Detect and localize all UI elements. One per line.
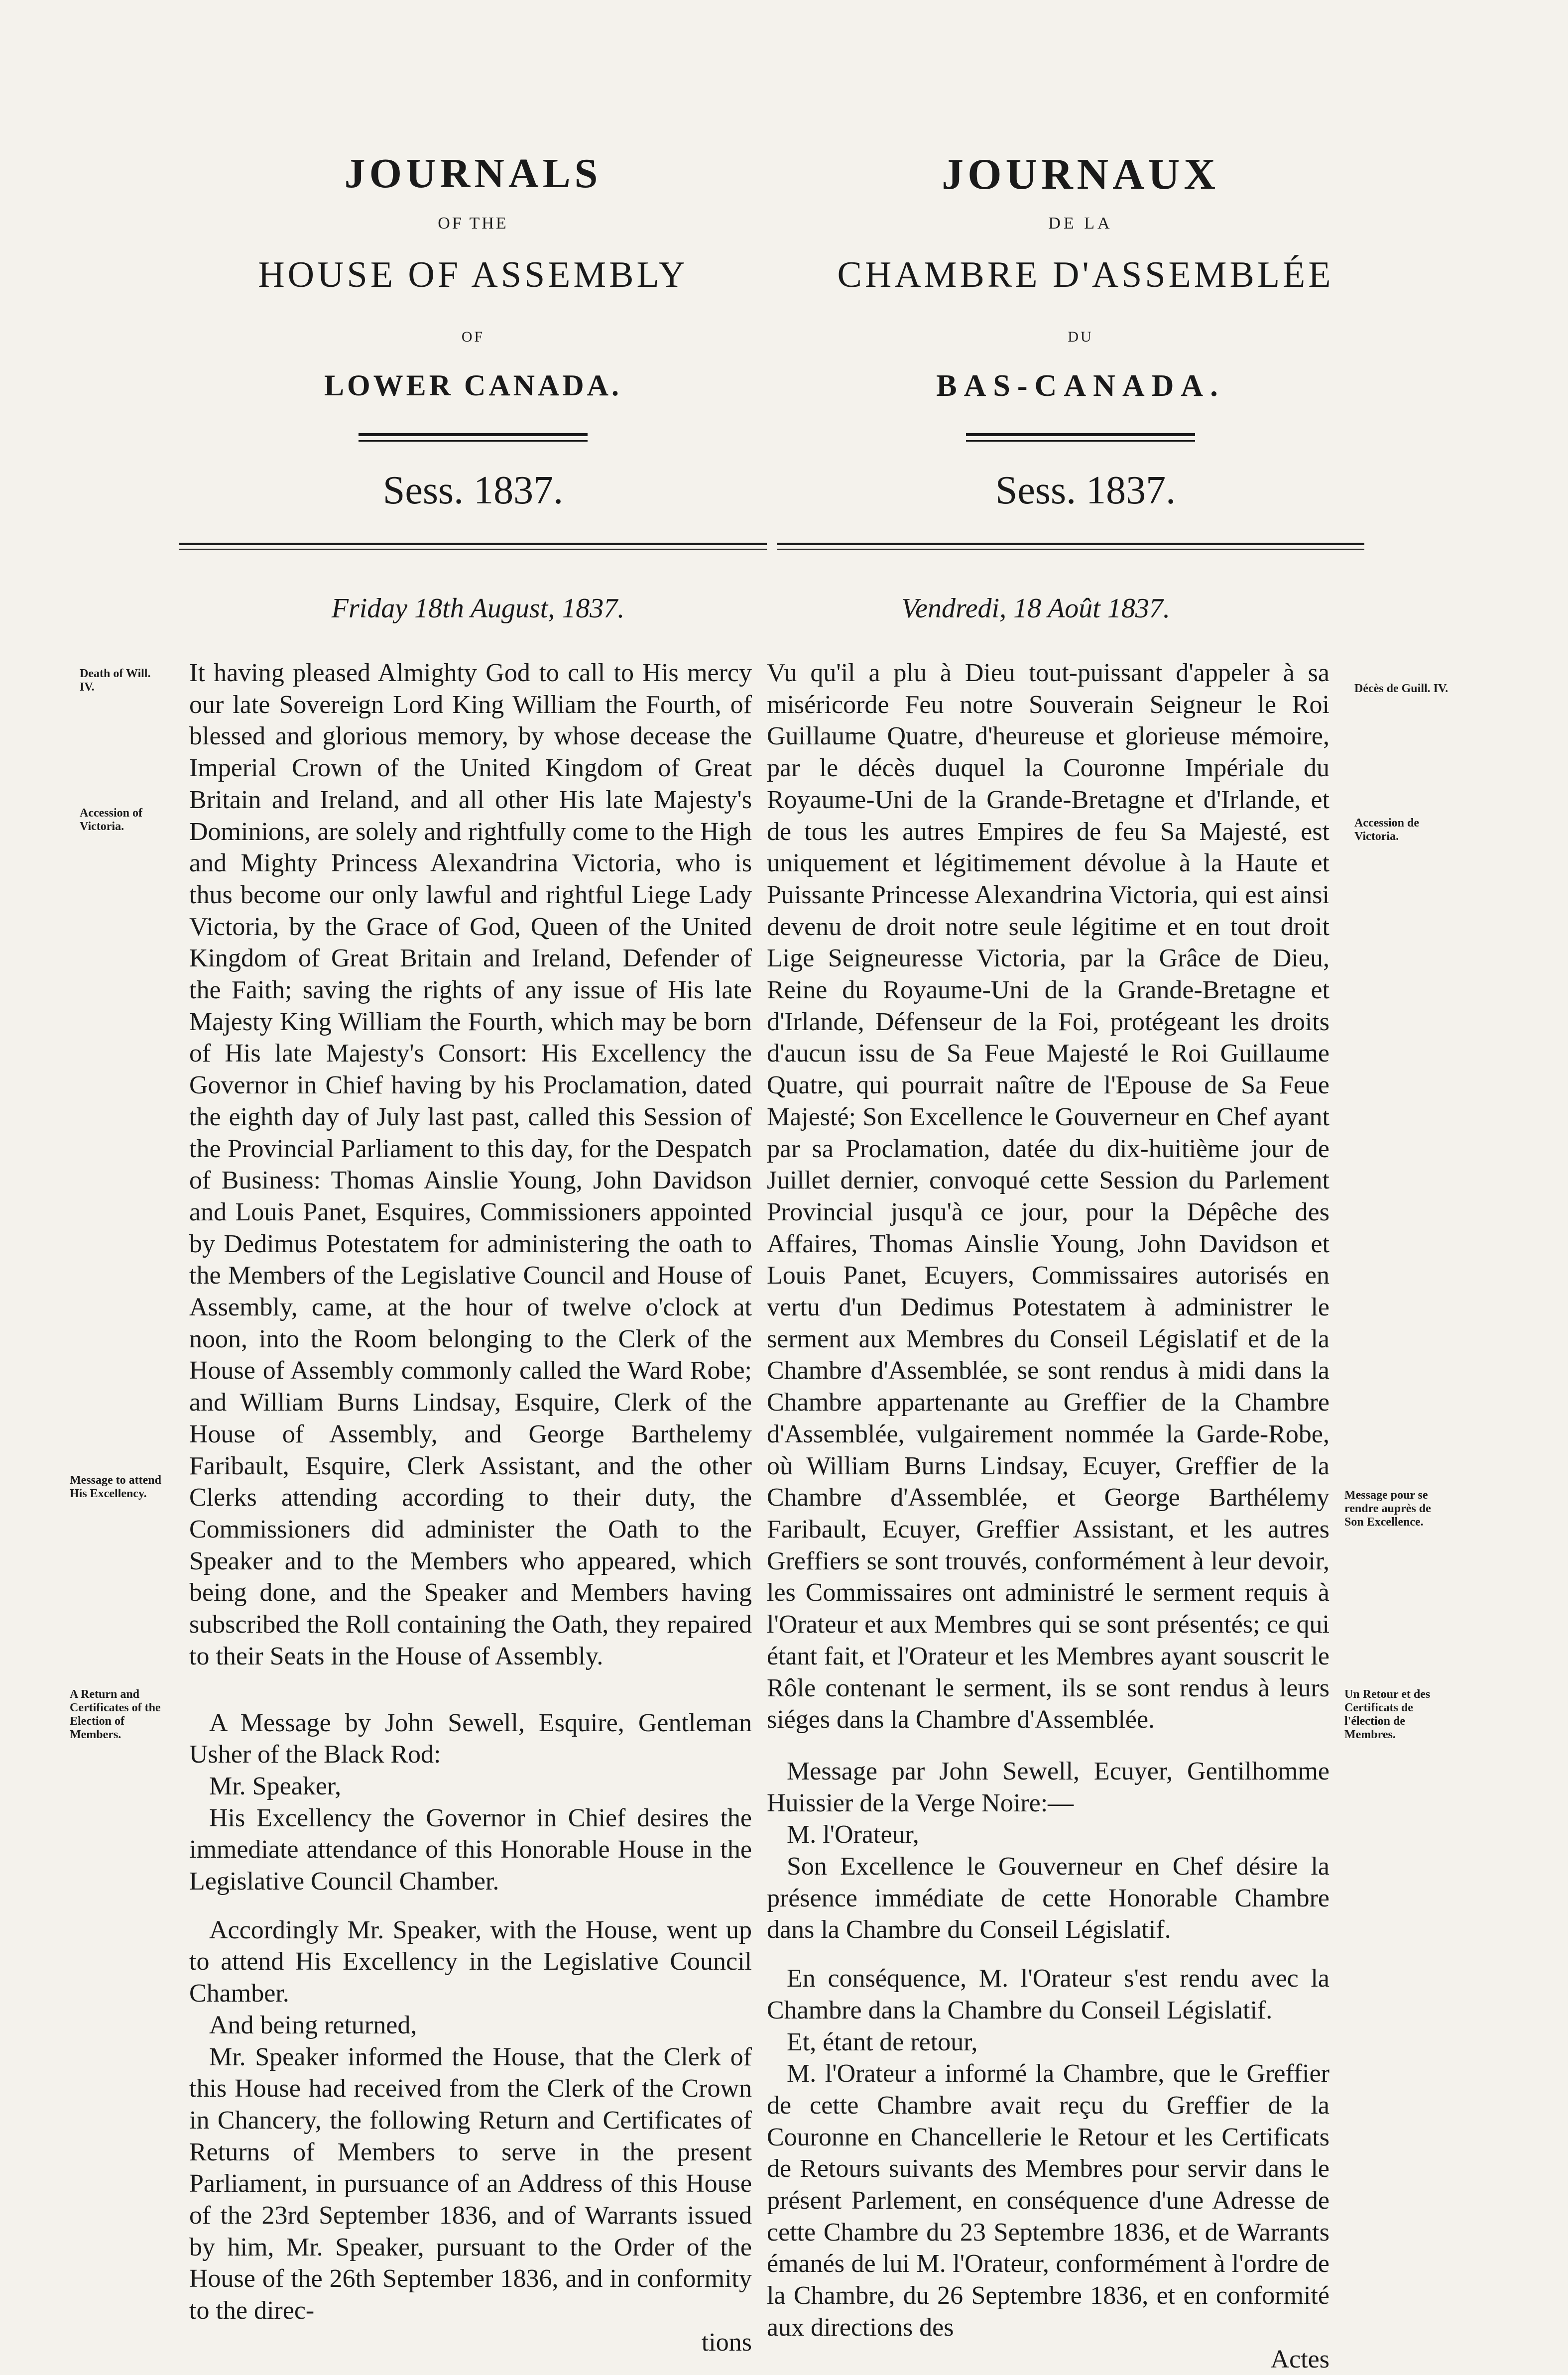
left-paragraph-address: Mr. Speaker,: [209, 1772, 342, 1800]
right-of: DU: [1068, 329, 1093, 345]
left-catchword: tions: [701, 2328, 752, 2357]
right-of-the: DE LA: [1048, 214, 1113, 233]
right-column-body: [767, 657, 1329, 2375]
left-rule-1: [359, 433, 588, 436]
left-paragraph-returned: And being returned,: [209, 2011, 417, 2039]
right-note-death: Décès de Guill. IV.: [1354, 682, 1448, 695]
right-paragraph-returned: Et, étant de retour,: [787, 2027, 978, 2056]
left-of: OF: [461, 329, 485, 345]
header-divider-right-thin: [777, 549, 1364, 550]
right-journal-title: JOURNAUX: [942, 150, 1219, 199]
right-paragraph-address: M. l'Orateur,: [787, 1820, 919, 1849]
right-dateline: Vendredi, 18 Août 1837.: [901, 593, 1170, 624]
right-paragraph-orateur-informed: M. l'Orateur a informé la Chambre, que le Greffier de cette Chambre avait reçu du Greffier de la Couronne en Chancellerie le Retour et les Certificats de Retours suivants des Membres pour servir dans le présent Parlement, en conséquence d'une Adresse de cette Chambre du 23 Septembre 1836, et de Warrants émanés de lui M. l'Orateur, conformément à l'ordre de la Chambre, du 26 Septembre 1836, et en conformité aux directions des: [767, 2059, 1329, 2342]
right-note-message: Message pour se rendre auprès de Son Excellence.: [1344, 1489, 1431, 1529]
right-paragraph-consequence: En conséquence, M. l'Orateur s'est rendu avec la Chambre dans la Chambre du Conseil Législatif.: [767, 1964, 1329, 2024]
header-divider-left-thin: [179, 549, 767, 550]
header-divider-right: [777, 543, 1364, 545]
left-note-accession: Accession of Victoria.: [80, 807, 142, 833]
header-divider-left: [179, 543, 767, 545]
left-dateline: Friday 18th August, 1837.: [331, 593, 625, 624]
left-paragraph-accordingly: Accordingly Mr. Speaker, with the House, went up to attend His Excellency in the Legislative Council Chamber.: [189, 1915, 752, 2008]
left-paragraph-message: A Message by John Sewell, Esquire, Gentleman Usher of the Black Rod:: [189, 1708, 752, 1769]
right-place: BAS-CANADA.: [936, 369, 1225, 403]
left-journal-title: JOURNALS: [344, 150, 602, 197]
right-paragraph-proclamation: Vu qu'il a plu à Dieu tout-puissant d'appeler à sa miséricorde Feu notre Souverain Seigneur le Roi Guillaume Quatre, d'heureuse et glorieuse mémoire, par le décès duquel la Couronne Impériale du Royaume-Uni de la Grande-Bretagne et d'Irlande, et de tous les autres Empires de feu Sa Majesté, est uniquement et légitimement dévolue à la Haute et Puissante Princesse Alexandrina Victoria, qui est ainsi devenu de droit notre seule légitime et en tout droit Lige Seigneuresse Victoria, par la Grâce de Dieu, Reine du Royaume-Uni de la Grande-Bretagne et d'Irlande, Défenseur de la Foi, protégeant les droits d'aucun issu de Sa Feue Majesté le Roi Guillaume Quatre, qui pourrait naître de l'Epouse de Sa Feue Majesté; Son Excellence le Gouverneur en Chef ayant par sa Proclamation, datée du dix-huitième jour de Juillet dernier, convoqué cette Session du Parlement Provincial jusqu'à ce jour, pour la Dépêche des Affaires, Thomas Ainslie Young, John Davidson et Louis Panet, Ecuyers, Commissaires autorisés en vertu d'un Dedimus Potestatem à administrer le serment aux Membres du Conseil Législatif et de la Chambre d'Assemblée, se sont rendus à midi dans la Chambre appartenante au Greffier de la Chambre d'Assemblée, vulgairement nommée la Garde-Robe, où William Burns Lindsay, Ecuyer, Greffier de la Chambre d'Assemblée, et George Barthélemy Faribault, Ecuyer, Greffier Assistant, et les autres Greffiers se sont trouvés, conformément à leur devoir, les Commissaires ont administré le serment requis à l'Orateur et aux Membres qui se sont présentés; ce qui étant fait, et l'Orateur et les Membres ayant souscrit le Rôle contenant le serment, ils se sont rendus à leurs siéges dans la Chambre d'Assemblée.: [767, 659, 1329, 1734]
left-column-body: [189, 657, 752, 2359]
left-note-return: A Return and Certificates of the Election of Members.: [70, 1688, 161, 1741]
right-note-accession: Accession de Victoria.: [1354, 817, 1419, 843]
right-paragraph-excellency: Son Excellence le Gouverneur en Chef désire la présence immédiate de cette Honorable Chambre dans la Chambre du Conseil Législatif.: [767, 1852, 1329, 1944]
right-session: Sess. 1837.: [995, 469, 1176, 512]
right-paragraph-message: Message par John Sewell, Ecuyer, Gentilhomme Huissier de la Verge Noire:—: [767, 1757, 1329, 1817]
right-catchword: Actes: [1270, 2345, 1329, 2374]
right-rule-2: [966, 440, 1195, 442]
left-paragraph-proclamation: It having pleased Almighty God to call to His mercy our late Sovereign Lord King William the Fourth, of blessed and glorious memory, by whose decease the Imperial Crown of the United Kingdom of Great Britain and Ireland, and all other His late Majesty's Dominions, are solely and rightfully come to the High and Mighty Princess Alexandrina Victoria, who is thus become our only lawful and rightful Liege Lady Victoria, by the Grace of God, Queen of the United Kingdom of Great Britain and Ireland, Defender of the Faith; saving the rights of any issue of His late Majesty King William the Fourth, which may be born of His late Majesty's Consort: His Excellency the Governor in Chief having by his Proclamation, dated the eighth day of July last past, called this Session of the Provincial Parliament to this day, for the Despatch of Business: Thomas Ainslie Young, John Davidson and Louis Panet, Esquires, Commissioners appointed by Dedimus Potestatem for administering the oath to the Members of the Legislative Council and House of Assembly, came, at the hour of twelve o'clock at noon, into the Room belonging to the Clerk of the House of Assembly commonly called the Ward Robe; and William Burns Lindsay, Esquire, Clerk of the House of Assembly, and George Barthelemy Faribault, Esquire, Clerk Assistant, and the other Clerks attending according to their duty, the Commissioners did administer the Oath to the Speaker and to the Members who appeared, which being done, and the Speaker and Members having subscribed the Roll containing the Oath, they repaired to their Seats in the House of Assembly.: [189, 659, 752, 1670]
left-of-the: OF THE: [438, 214, 508, 233]
left-note-death: Death of Will. IV.: [80, 667, 151, 694]
right-rule-1: [966, 433, 1195, 436]
left-place: LOWER CANADA.: [324, 369, 622, 402]
left-session: Sess. 1837.: [382, 469, 564, 512]
left-paragraph-excellency: His Excellency the Governor in Chief desires the immediate attendance of this Honorable House in the Legislative Council Chamber.: [189, 1803, 752, 1896]
right-note-return: Un Retour et des Certificats de l'élection de Membres.: [1344, 1688, 1431, 1741]
left-note-message: Message to attend His Excellency.: [70, 1474, 161, 1500]
left-paragraph-speaker-informed: Mr. Speaker informed the House, that the Clerk of this House had received from the Clerk of the Crown in Chancery, the following Return and Certificates of Returns of Members to serve in the present Parliament, in pursuance of an Address of this House of the 23rd September 1836, and of Warrants issued by him, Mr. Speaker, pursuant to the Order of the House of the 26th September 1836, and in conformity to the direc-: [189, 2042, 752, 2325]
left-rule-2: [359, 440, 588, 442]
right-house-title: CHAMBRE D'ASSEMBLÉE: [837, 254, 1334, 295]
left-house-title: HOUSE OF ASSEMBLY: [258, 254, 688, 295]
